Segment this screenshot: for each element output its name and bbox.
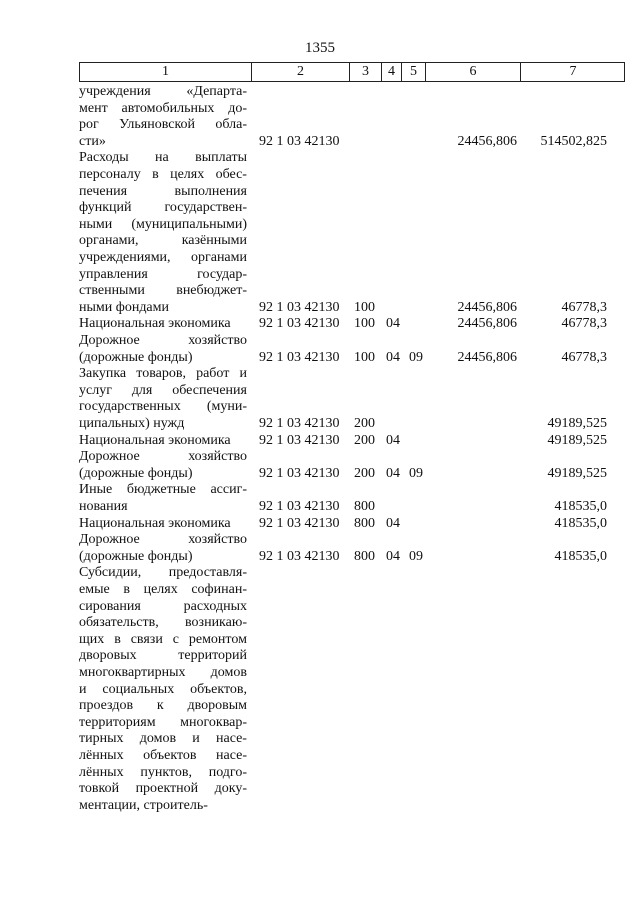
target-code: 92 1 03 42130 [259,515,340,531]
expense-type: 800 [354,515,375,531]
table-row [79,532,625,565]
table-row [79,433,625,450]
description-line: (дорожные фонды) [79,349,193,365]
table-row [79,516,625,533]
target-code: 92 1 03 42130 [259,299,340,315]
description-line: (дорожные фонды) [79,465,193,481]
expense-type: 200 [354,432,375,448]
description-line: Национальная экономика [79,515,231,531]
description-line: учреждения «Департа- [79,84,247,99]
value-col-7: 514502,825 [540,133,607,149]
description-line: ципальных) нужд [79,415,185,431]
expense-type: 100 [354,299,375,315]
value-col-6: 24456,806 [457,133,517,149]
description-line: обязательств, возникаю- [79,615,247,631]
table-row [79,449,625,482]
value-col-7: 46778,3 [561,299,607,315]
description-line: сти» [79,133,106,149]
description-line: государственных (муни- [79,399,247,415]
description-line: ными фондами [79,299,170,315]
description-line: управления государ- [79,266,247,282]
description-line: персоналу в целях обес- [79,166,247,182]
description-line: дворовых территорий [79,648,247,664]
description-line: Расходы на выплаты [79,150,247,166]
description-line: Национальная экономика [79,316,231,332]
header-col-2: 2 [252,63,350,81]
header-col-1: 1 [80,63,252,81]
table-row [79,366,625,432]
table-row [79,482,625,515]
table-header [79,62,625,82]
description-line: Национальная экономика [79,432,231,448]
description-line: Иные бюджетные ассиг- [79,482,247,498]
target-code: 92 1 03 42130 [259,465,340,481]
expense-type: 200 [354,415,375,431]
expense-type: 100 [354,316,375,332]
section: 04 [386,515,400,531]
table-row [79,565,625,814]
description-line: нования [79,498,128,514]
value-col-7: 46778,3 [561,316,607,332]
subsection: 09 [409,465,423,481]
section: 04 [386,548,400,564]
row-description [79,150,247,316]
description-line: товкой проектной доку- [79,781,247,797]
description-line: мент автомобильных до- [79,100,247,116]
value-col-7: 46778,3 [561,349,607,365]
header-col-7: 7 [569,64,577,79]
description-line: учреждениями, органами [79,249,247,265]
target-code: 92 1 03 42130 [259,349,340,365]
section: 04 [386,316,400,332]
description-line: многоквартирных домов [79,664,247,680]
target-code: 92 1 03 42130 [259,432,340,448]
description-line: емые в целях софинан- [79,581,247,597]
value-col-7: 49189,525 [547,415,607,431]
value-col-6: 24456,806 [457,316,517,332]
target-code: 92 1 03 42130 [259,548,340,564]
table-row [79,333,625,366]
description-line: сирования расходных [79,598,247,614]
description-line: проездов к дворовым [79,698,247,714]
description-line: Дорожное хозяйство [79,449,247,465]
description-line: печения выполнения [79,183,247,199]
target-code: 92 1 03 42130 [259,316,340,332]
section: 04 [386,349,400,365]
description-line: услуг для обеспечения [79,382,247,398]
value-col-7: 418535,0 [554,498,607,514]
description-line: Дорожное хозяйство [79,532,247,548]
subsection: 09 [409,548,423,564]
expense-type: 800 [354,498,375,514]
description-line: территориям многоквар- [79,714,247,730]
table-row [79,84,625,150]
target-code: 92 1 03 42130 [259,415,340,431]
expense-type: 200 [354,465,375,481]
value-col-7: 418535,0 [554,515,607,531]
header-col-5: 5 [402,63,426,81]
section: 04 [386,432,400,448]
description-line: тирных домов и насе- [79,731,247,747]
value-col-6: 24456,806 [457,299,517,315]
header-col-4: 4 [382,63,402,81]
description-line: функций государствен- [79,200,247,216]
header-col-6: 6 [426,63,521,81]
description-line: Закупка товаров, работ и [79,366,247,382]
description-line: органами, казёнными [79,233,247,249]
value-col-7: 49189,525 [547,432,607,448]
section: 04 [386,465,400,481]
page-number: 1355 [305,40,335,56]
subsection: 09 [409,349,423,365]
table-row [79,316,625,333]
target-code: 92 1 03 42130 [259,133,340,149]
description-line: (дорожные фонды) [79,548,193,564]
target-code: 92 1 03 42130 [259,498,340,514]
description-line: Дорожное хозяйство [79,333,247,348]
description-line: лённых пунктов, подго- [79,764,247,780]
value-col-7: 49189,525 [547,465,607,481]
description-line: рог Ульяновской обла- [79,117,247,133]
description-line: ственными внебюджет- [79,283,247,299]
description-line: ными (муниципальными) [79,216,247,232]
description-line: Субсидии, предоставля- [79,565,247,581]
description-line: и социальных объектов, [79,681,247,697]
row-description [79,565,247,814]
description-line: лённых объектов насе- [79,747,247,763]
value-col-7: 418535,0 [554,548,607,564]
table-row [79,150,625,316]
expense-type: 800 [354,548,375,564]
value-col-6: 24456,806 [457,349,517,365]
expense-type: 100 [354,349,375,365]
description-line: ментации, строитель- [79,797,208,813]
description-line: щих в связи с ремонтом [79,631,247,647]
header-col-3: 3 [350,63,382,81]
